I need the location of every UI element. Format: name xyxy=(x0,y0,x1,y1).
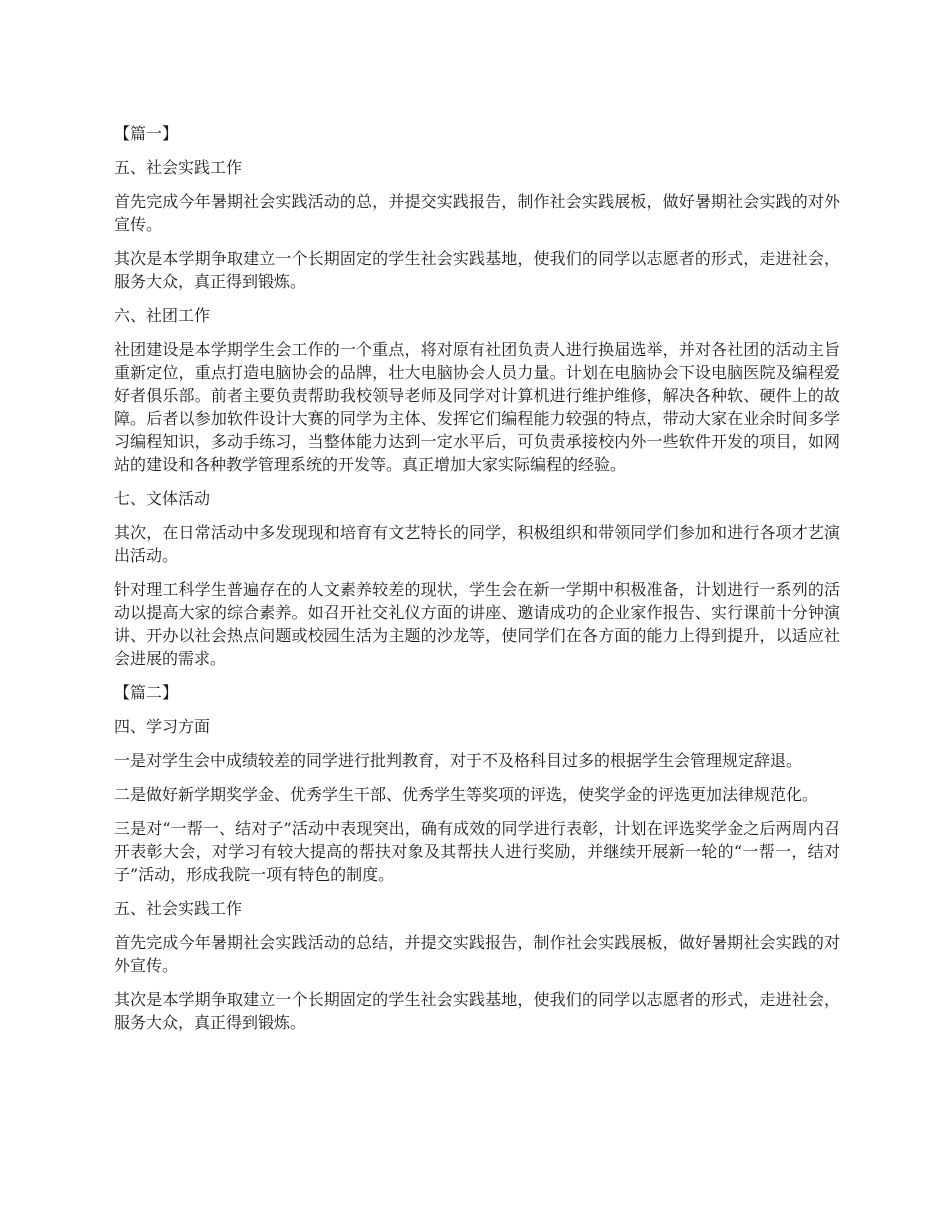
paragraph: 首先完成今年暑期社会实践活动的总结，并提交实践报告，制作社会实践展板，做好暑期社会实践的对外宣传。 xyxy=(114,933,840,975)
section-heading-part-two: 【篇二】 xyxy=(114,683,179,702)
paragraph: 首先完成今年暑期社会实践活动的总，并提交实践报告，制作社会实践展板，做好暑期社会实践的对外宣传。 xyxy=(114,192,840,234)
paragraph: 三是对“一帮一、结对子”活动中表现突出，确有成效的同学进行表彰，计划在评选奖学金之后两周内召开表彰大会，对学习有较大提高的帮扶对象及其帮扶人进行奖励，并继续开展新一轮的“一帮一，结对子”活动，形成我院一项有特色的制度。 xyxy=(114,819,840,884)
subheading-cultural-sports: 七、文体活动 xyxy=(114,489,211,508)
section-heading-part-one: 【篇一】 xyxy=(114,124,179,143)
paragraph: 一是对学生会中成绩较差的同学进行批判教育，对于不及格科目过多的根据学生会管理规定辞退。 xyxy=(114,751,803,770)
paragraph: 其次是本学期争取建立一个长期固定的学生社会实践基地，使我们的同学以志愿者的形式，走进社会，服务大众，真正得到锻炼。 xyxy=(114,249,840,291)
subheading-social-practice: 五、社会实践工作 xyxy=(114,158,243,177)
subheading-club-work: 六、社团工作 xyxy=(114,306,211,325)
document-body xyxy=(114,122,840,1045)
paragraph: 社团建设是本学期学生会工作的一个重点，将对原有社团负责人进行换届选举，并对各社团的活动主旨重新定位，重点打造电脑协会的品牌，壮大电脑协会人员力量。计划在电脑协会下设电脑医院及编程爱好者俱乐部。前者主要负责帮助我校领导老师及同学对计算机进行维护维修，解决各种软、硬件上的故障。后者以参加软件设计大赛的同学为主体、发挥它们编程能力较强的特点，带动大家在业余时间多学习编程知识，多动手练习，当整体能力达到一定水平后，可负责承接校内外一些软件开发的项目，如网站的建设和各种教学管理系统的开发等。真正增加大家实际编程的经验。 xyxy=(114,340,840,474)
paragraph: 针对理工科学生普遍存在的人文素养较差的现状，学生会在新一学期中积极准备，计划进行一系列的活动以提高大家的综合素养。如召开社交礼仪方面的讲座、邀请成功的企业家作报告、实行课前十分钟演讲、开办以社会热点问题或校园生活为主题的沙龙等，使同学们在各方面的能力上得到提升，以适应社会进展的需求。 xyxy=(114,580,840,668)
paragraph: 二是做好新学期奖学金、优秀学生干部、优秀学生等奖项的评选，使奖学金的评选更加法律规范化。 xyxy=(114,785,819,804)
subheading-social-practice: 五、社会实践工作 xyxy=(114,899,243,918)
paragraph: 其次，在日常活动中多发现现和培育有文艺特长的同学，积极组织和带领同学们参加和进行各项才艺演出活动。 xyxy=(114,523,840,565)
subheading-study: 四、学习方面 xyxy=(114,717,211,736)
paragraph: 其次是本学期争取建立一个长期固定的学生社会实践基地，使我们的同学以志愿者的形式，走进社会，服务大众，真正得到锻炼。 xyxy=(114,990,840,1032)
